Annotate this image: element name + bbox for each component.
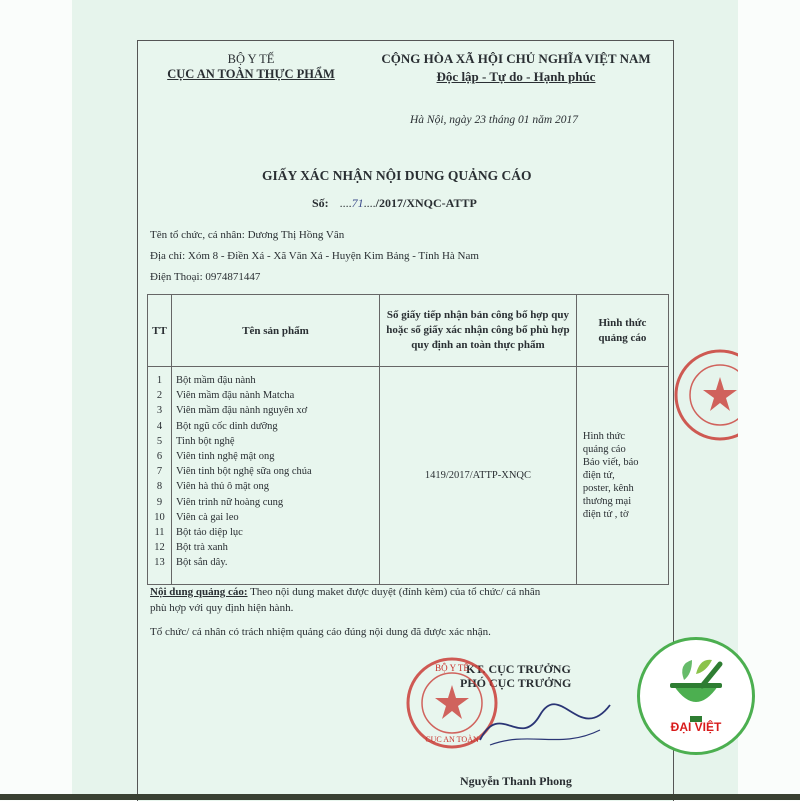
row-number: 4 — [156, 420, 163, 432]
ad-format-line: Báo viết, báo — [582, 457, 639, 468]
content-line — [150, 586, 540, 598]
content-label: Nội dung quảng cáo: — [150, 586, 248, 598]
signer-name: Nguyễn Thanh Phong — [460, 774, 572, 788]
row-number: 6 — [156, 451, 163, 463]
table-row — [148, 367, 669, 585]
ad-format-line: thương mại — [582, 496, 632, 507]
product-name: Bột mầm đậu nành — [176, 375, 256, 386]
ad-format-line: quảng cáo — [582, 444, 626, 455]
bottom-strip — [0, 794, 800, 800]
product-name: Viên mầm đậu nành Matcha — [176, 390, 295, 402]
country-name: CỘNG HÒA XÃ HỘI CHỦ NGHĨA VIỆT NAM — [381, 51, 651, 66]
row-number: 3 — [156, 405, 163, 417]
product-name: Viên mầm đậu nành nguyên xơ — [176, 405, 308, 417]
document-title: GIẤY XÁC NHẬN NỘI DUNG QUẢNG CÁO — [262, 168, 532, 183]
product-name: Bột tảo diệp lục — [176, 527, 243, 539]
product-name: Tinh bột nghệ — [176, 435, 235, 447]
ministry-name: BỘ Y TẾ — [227, 52, 275, 66]
row-number: 13 — [154, 557, 165, 569]
product-name: Bột sắn dây. — [176, 557, 228, 569]
stamp-top-text: BỘ Y TẾ — [435, 663, 469, 673]
table-header-row — [148, 295, 669, 367]
content-line-2: phù hợp với quy định hiện hành. — [150, 602, 294, 614]
row-number: 7 — [156, 466, 163, 478]
ad-format-line: poster, kênh — [582, 483, 634, 494]
row-number: 9 — [156, 496, 163, 508]
signature-subtitle: PHÓ CỤC TRƯỞNG — [460, 676, 572, 690]
brand-logo — [637, 637, 755, 755]
date-line: Hà Nội, ngày 23 tháng 01 năm 2017 — [410, 114, 579, 126]
phone-line: Điện Thoại: 0974871447 — [150, 271, 261, 283]
address-line: Địa chỉ: Xóm 8 - Điền Xá - Xã Văn Xá - Huyện Kim Bảng - Tỉnh Hà Nam — [150, 250, 479, 262]
row-number: 8 — [156, 481, 163, 493]
motto: Độc lập - Tự do - Hạnh phúc — [436, 69, 596, 84]
mortar-icon — [640, 646, 752, 726]
org-line: Tên tổ chức, cá nhân: Dương Thị Hồng Vân — [150, 229, 345, 241]
ad-format-line: Hình thức — [582, 431, 626, 442]
document-number: Số: ....71..../2017/XNQC-ATTP — [312, 196, 477, 210]
row-number: 10 — [154, 511, 165, 523]
header-hinh: Hình thức quảng cáo — [576, 295, 668, 367]
registration-number: 1419/2017/ATTP-XNQC — [380, 367, 577, 585]
handwritten-signature — [470, 690, 620, 760]
product-list — [172, 367, 379, 577]
product-name: Viên tinh nghệ mật ong — [176, 451, 275, 463]
row-number: 2 — [156, 390, 163, 402]
stamp-bottom-text: CỤC AN TOÀN — [425, 735, 479, 744]
row-number: 12 — [154, 542, 165, 554]
ad-format-list — [583, 430, 668, 521]
ad-format-line: điện tử, — [582, 470, 615, 481]
content-text: Theo nội dung maket được duyệt (đính kèm) của tổ chức/ cá nhân — [247, 586, 541, 598]
row-number: 5 — [156, 435, 163, 447]
number-list — [148, 367, 171, 577]
header-tt: TT — [148, 295, 172, 367]
agency-name: CỤC AN TOÀN THỰC PHẨM — [167, 67, 335, 81]
row-number: 11 — [154, 527, 165, 539]
ad-format-line: điện tử , tờ — [582, 509, 629, 520]
header-so: Số giấy tiếp nhận bản công bố hợp quy hoặc số giấy xác nhận công bố phù hợp quy định an toàn thực phẩm — [380, 295, 577, 367]
row-number: 1 — [156, 375, 163, 386]
product-table — [147, 294, 669, 585]
product-name: Viên cà gai leo — [176, 511, 239, 523]
header-name: Tên sản phẩm — [172, 295, 380, 367]
signature-title: KT. CỤC TRƯỞNG — [466, 662, 571, 676]
brand-name: ĐẠI VIỆT — [670, 720, 722, 734]
product-name: Viên trinh nữ hoàng cung — [176, 496, 284, 508]
number-handwritten: 71 — [351, 196, 364, 210]
product-name: Bột trà xanh — [176, 542, 228, 554]
product-name: Viên hà thủ ô mật ong — [176, 481, 269, 493]
responsibility-line: Tổ chức/ cá nhân có trách nhiệm quảng cáo đúng nội dung đã được xác nhận. — [150, 626, 491, 638]
number-suffix: /2017/XNQC-ATTP — [375, 196, 477, 210]
number-label: Số: — [312, 196, 329, 210]
product-name: Viên tinh bột nghệ sữa ong chúa — [176, 466, 312, 478]
product-name: Bột ngũ cốc dinh dưỡng — [176, 420, 278, 432]
